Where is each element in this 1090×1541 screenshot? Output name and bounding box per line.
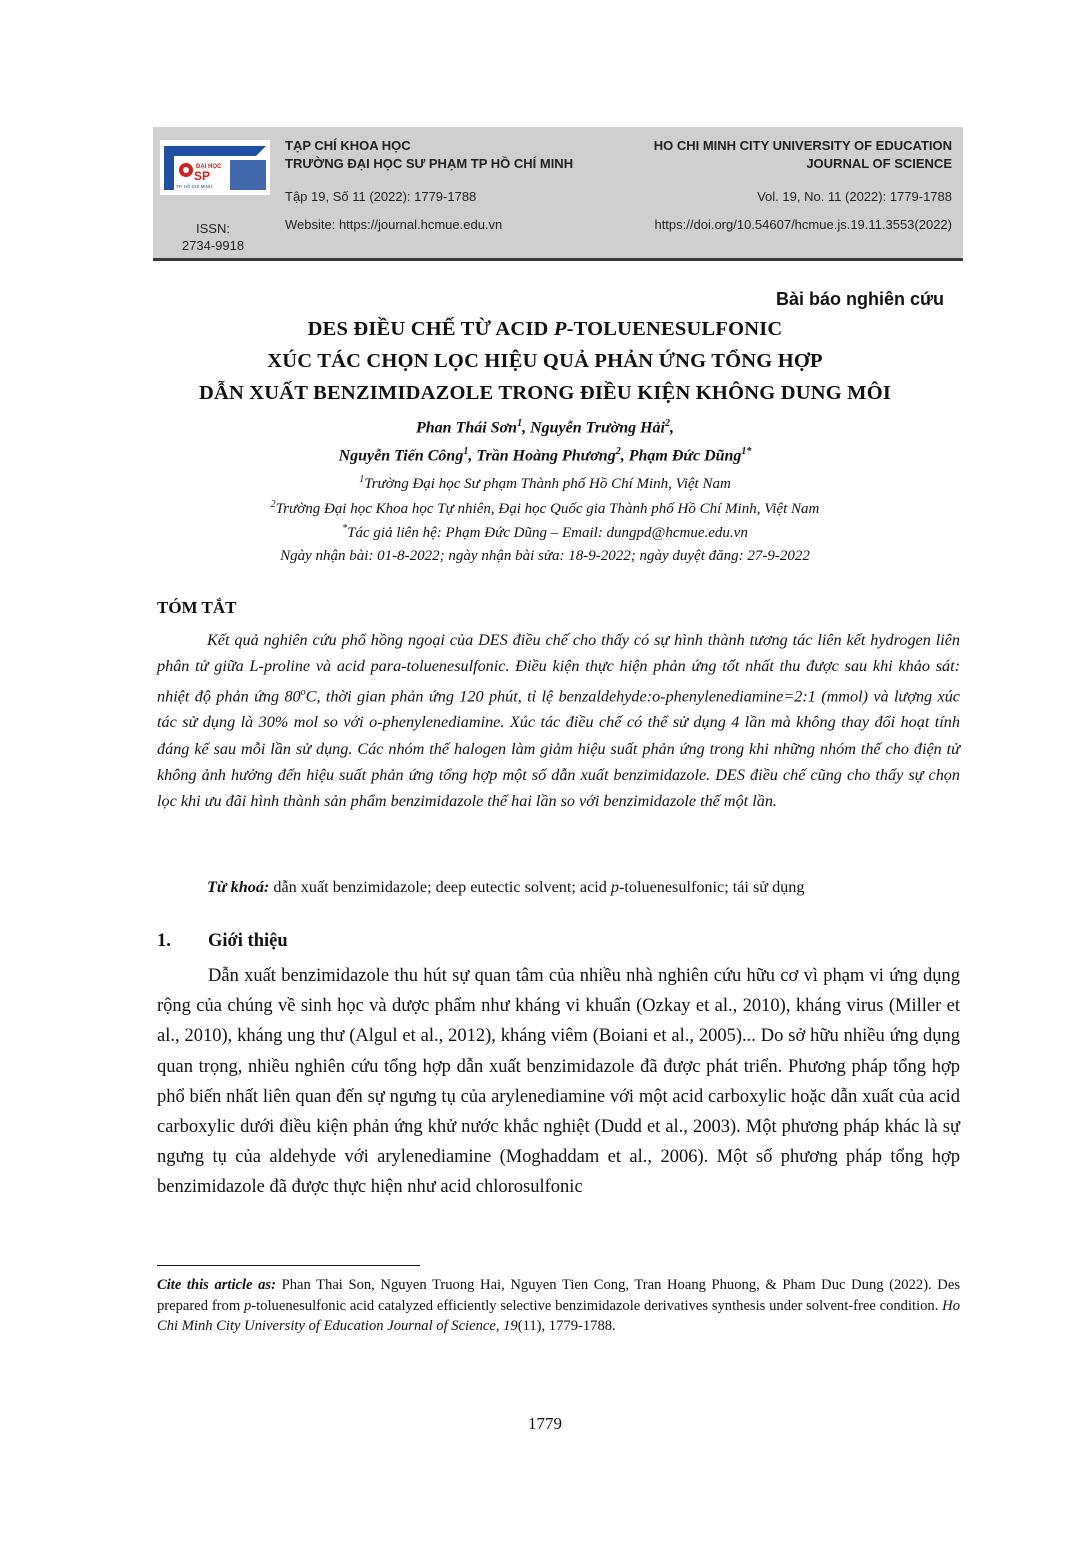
volume-vi: Tập 19, Số 11 (2022): 1779-1788 bbox=[285, 189, 477, 204]
journal-name-en-2: JOURNAL OF SCIENCE bbox=[806, 156, 952, 171]
page-number: 1779 bbox=[528, 1414, 562, 1433]
doi-link[interactable]: https://doi.org/10.54607/hcmue.js.19.11.3553(2022) bbox=[654, 217, 952, 232]
citation-footnote: Cite this article as: Phan Thai Son, Nguyen Truong Hai, Nguyen Tien Cong, Tran Hoang Phuong, & Pham Duc Dung (2022). Des prepared from p-toluenesulfonic acid catalyzed efficiently selective benzimidazole derivatives synthesis under solvent-free condition. Ho Chi Minh City University of Education Journal of Science, 19(11), 1779-1788. bbox=[157, 1277, 960, 1334]
university-logo bbox=[160, 140, 270, 195]
footnote-rule bbox=[157, 1265, 420, 1266]
affiliation-1: $^1$Trường Đại học Sư phạm Thành phố Hồ Chí Minh, Việt Nam bbox=[359, 474, 731, 492]
journal-name-vi-2: TRƯỜNG ĐẠI HỌC SƯ PHẠM TP HỒ CHÍ MINH bbox=[285, 156, 574, 171]
title-line-2: XÚC TÁC CHỌN LỌC HIỆU QUẢ PHẢN ỨNG TỔNG HỢP bbox=[267, 350, 823, 372]
abstract-heading: TÓM TẮT bbox=[157, 598, 237, 617]
title-line-1: DES ĐIỀU CHẾ TỪ ACID P-TOLUENESULFONIC bbox=[307, 318, 783, 340]
authors-line-1: Phan Thái Sơn$^1$, Nguyễn Trường Hải$^2$, bbox=[416, 418, 674, 437]
issn-label: ISSN: bbox=[196, 221, 230, 236]
abstract-text: Kết quả nghiên cứu phổ hồng ngoại của DES điều chế cho thấy có sự hình thành tương tác liên kết hydrogen liên phân tử giữa L-proline và acid para-toluenesulfonic. Điều kiện thực hiện phản ứng tốt nhất thu được sau khi khảo sát: nhiệt độ phản ứng 80$^o$C, thời gian phản ứng 120 phút, tỉ lệ benzaldehyde:o-phenylenediamine=2:1 (mmol) và lượng xúc tác sử dụng là 30% mol so với o-phenylenediamine. Xúc tác điều chế có thể sử dụng 4 lần mà không thay đổi hoạt tính đáng kể sau mỗi lần sử dụng. Các nhóm thế halogen làm giảm hiệu suất phản ứng trong khi những nhóm thế cho điện tử không ảnh hưởng đến hiệu suất phản ứng tổng hợp một số dẫn xuất benzimidazole. DES điều chế cũng cho thấy sự chọn lọc khi ưu đãi hình thành sản phẩm benzimidazole thế hai lần so với benzimidazole thế một lần. bbox=[157, 631, 960, 811]
issn-value: 2734-9918 bbox=[181, 238, 245, 253]
section-number: 1. bbox=[157, 931, 171, 951]
header-rule bbox=[153, 258, 963, 261]
keywords-label: Từ khoá: bbox=[207, 878, 270, 896]
website-link[interactable]: Website: https://journal.hcmue.edu.vn bbox=[285, 217, 503, 232]
journal-name-vi-1: TẠP CHÍ KHOA HỌC bbox=[285, 138, 411, 153]
journal-name-en-1: HO CHI MINH CITY UNIVERSITY OF EDUCATION bbox=[653, 138, 952, 153]
article-type: Bài báo nghiên cứu bbox=[775, 289, 944, 309]
svg-text:SP: SP bbox=[194, 169, 211, 183]
corresponding-author: *Tác giả liên hệ: Phạm Đức Dũng – Email: dungpd@hcmue.edu.vn bbox=[342, 523, 748, 541]
svg-text:TP. HỒ CHÍ MINH: TP. HỒ CHÍ MINH bbox=[176, 184, 213, 189]
affiliation-2: $^2$Trường Đại học Khoa học Tự nhiên, Đại học Quốc gia Thành phố Hồ Chí Minh, Việt Nam bbox=[270, 499, 820, 517]
intro-paragraph: Dẫn xuất benzimidazole thu hút sự quan tâm của nhiều nhà nghiên cứu hữu cơ vì phạm vi ứng dụng rộng của chúng về sinh học và dược phẩm như kháng vi khuẩn (Ozkay et al., 2010), kháng virus (Miller et al., 2010), kháng ung thư (Algul et al., 2012), kháng viêm (Boiani et al., 2005)... Do sở hữu nhiều ứng dụng quan trọng, nhiều nghiên cứu tổng hợp dẫn xuất benzimidazole đã được phát triển. Phương pháp tổng hợp phổ biến nhất liên quan đến sự ngưng tụ của arylenediamine với một acid carboxylic hoặc dẫn xuất của acid carboxylic dưới điều kiện phản ứng khử nước khắc nghiệt (Dudd et al., 2003). Một phương pháp khác là sự ngưng tụ của aldehyde với arylenediamine (Moghaddam et al., 2006). Một số phương pháp tổng hợp benzimidazole đã được thực hiện như acid chlorosulfonic bbox=[157, 966, 960, 1198]
section-heading: Giới thiệu bbox=[208, 931, 288, 951]
keywords: Từ khoá: dẫn xuất benzimidazole; deep eutectic solvent; acid p-toluenesulfonic; tái sử dụng bbox=[207, 878, 805, 896]
svg-text:ĐẠI HỌC: ĐẠI HỌC bbox=[196, 164, 222, 170]
received-dates: Ngày nhận bài: 01-8-2022; ngày nhận bài sửa: 18-9-2022; ngày duyệt đăng: 27-9-2022 bbox=[280, 548, 810, 564]
title-line-3: DẪN XUẤT BENZIMIDAZOLE TRONG ĐIỀU KIỆN KHÔNG DUNG MÔI bbox=[198, 382, 892, 404]
authors-line-2: Nguyễn Tiến Công$^1$, Trần Hoàng Phương$^2$, Phạm Đức Dũng$^{1*}$ bbox=[338, 446, 752, 465]
issn-block bbox=[163, 220, 263, 254]
volume-en: Vol. 19, No. 11 (2022): 1779-1788 bbox=[757, 189, 952, 204]
